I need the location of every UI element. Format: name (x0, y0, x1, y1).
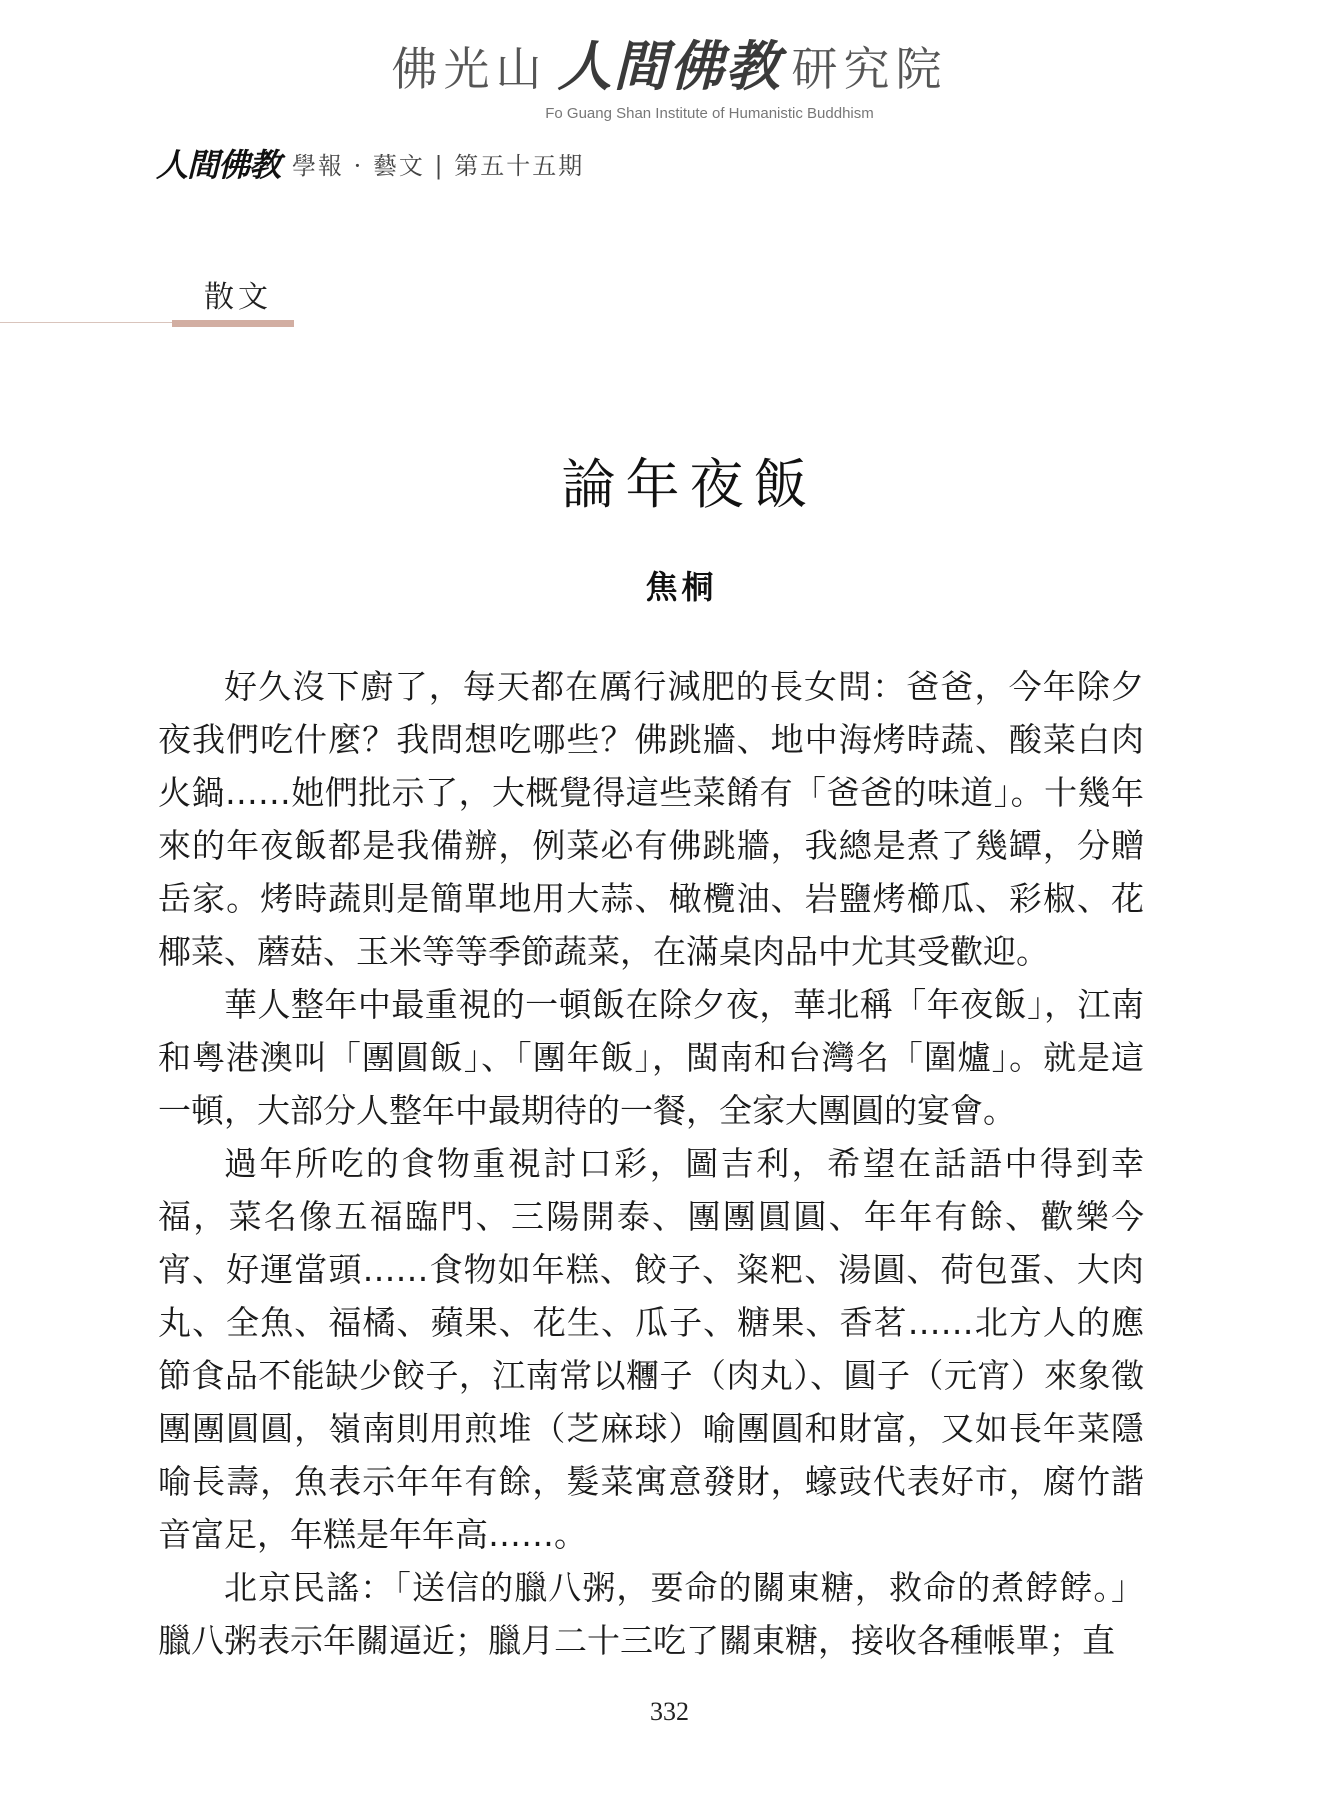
paragraph: 好久沒下廚了，每天都在厲行減肥的長女問：爸爸，今年除夕夜我們吃什麼？我問想吃哪些？佛跳牆、地中海烤時蔬、酸菜白肉火鍋……她們批示了，大概覺得這些菜餚有「爸爸的味道」。十幾年來的年夜飯都是我備辦，例菜必有佛跳牆，我總是煮了幾罈，分贈岳家。烤時蔬則是簡單地用大蒜、橄欖油、岩鹽烤櫛瓜、彩椒、花椰菜、蘑菇、玉米等等季節蔬菜，在滿桌肉品中尤其受歡迎。 (158, 667, 1144, 971)
institute-suffix: 研究院 (791, 42, 948, 96)
journal-running-head (156, 140, 584, 186)
paragraph: 華人整年中最重視的一頓飯在除夕夜，華北稱「年夜飯」，江南和粵港澳叫「團圓飯」、「團年飯」，閩南和台灣名「圍爐」。就是這一頓，大部分人整年中最期待的一餐，全家大團圓的宴會。 (158, 985, 1144, 1130)
institute-prefix: 佛光山 (391, 42, 548, 96)
section-accent-bar (172, 320, 294, 327)
section-label: 散文 (204, 280, 272, 315)
article-title: 論年夜飯 (561, 453, 818, 516)
page-number: 332 (650, 1697, 689, 1726)
article-author: 焦桐 (645, 568, 718, 606)
journal-logo: 人間佛教 (156, 146, 281, 184)
institute-header (0, 36, 1339, 122)
institute-name (0, 36, 1339, 99)
journal-subtitle: 學報 · 藝文 | 第五十五期 (292, 151, 585, 180)
article-body (158, 660, 1144, 1667)
paragraph: 過年所吃的食物重視討口彩，圖吉利，希望在話語中得到幸福，菜名像五福臨門、三陽開泰、團團圓圓、年年有餘、歡樂今宵、好運當頭……食物如年糕、餃子、粢粑、湯圓、荷包蛋、大肉丸、全魚、福橘、蘋果、花生、瓜子、糖果、香茗……北方人的應節食品不能缺少餃子，江南常以糰子（肉丸）、圓子（元宵）來象徵團團圓圓，嶺南則用煎堆（芝麻球）喻團圓和財富，又如長年菜隱喻長壽，魚表示年年有餘，髮菜寓意發財，蠔豉代表好市，腐竹諧音富足，年糕是年年高……。 (158, 1144, 1144, 1554)
paragraph: 北京民謠：「送信的臘八粥，要命的關東糖，救命的煮餑餑。」臘八粥表示年關逼近；臘月二十三吃了關東糖，接收各種帳單；直 (158, 1568, 1144, 1660)
institute-calligraphy-logo: 人間佛教 (557, 34, 782, 98)
institute-english-name: Fo Guang Shan Institute of Humanistic Buddhism (545, 105, 874, 122)
